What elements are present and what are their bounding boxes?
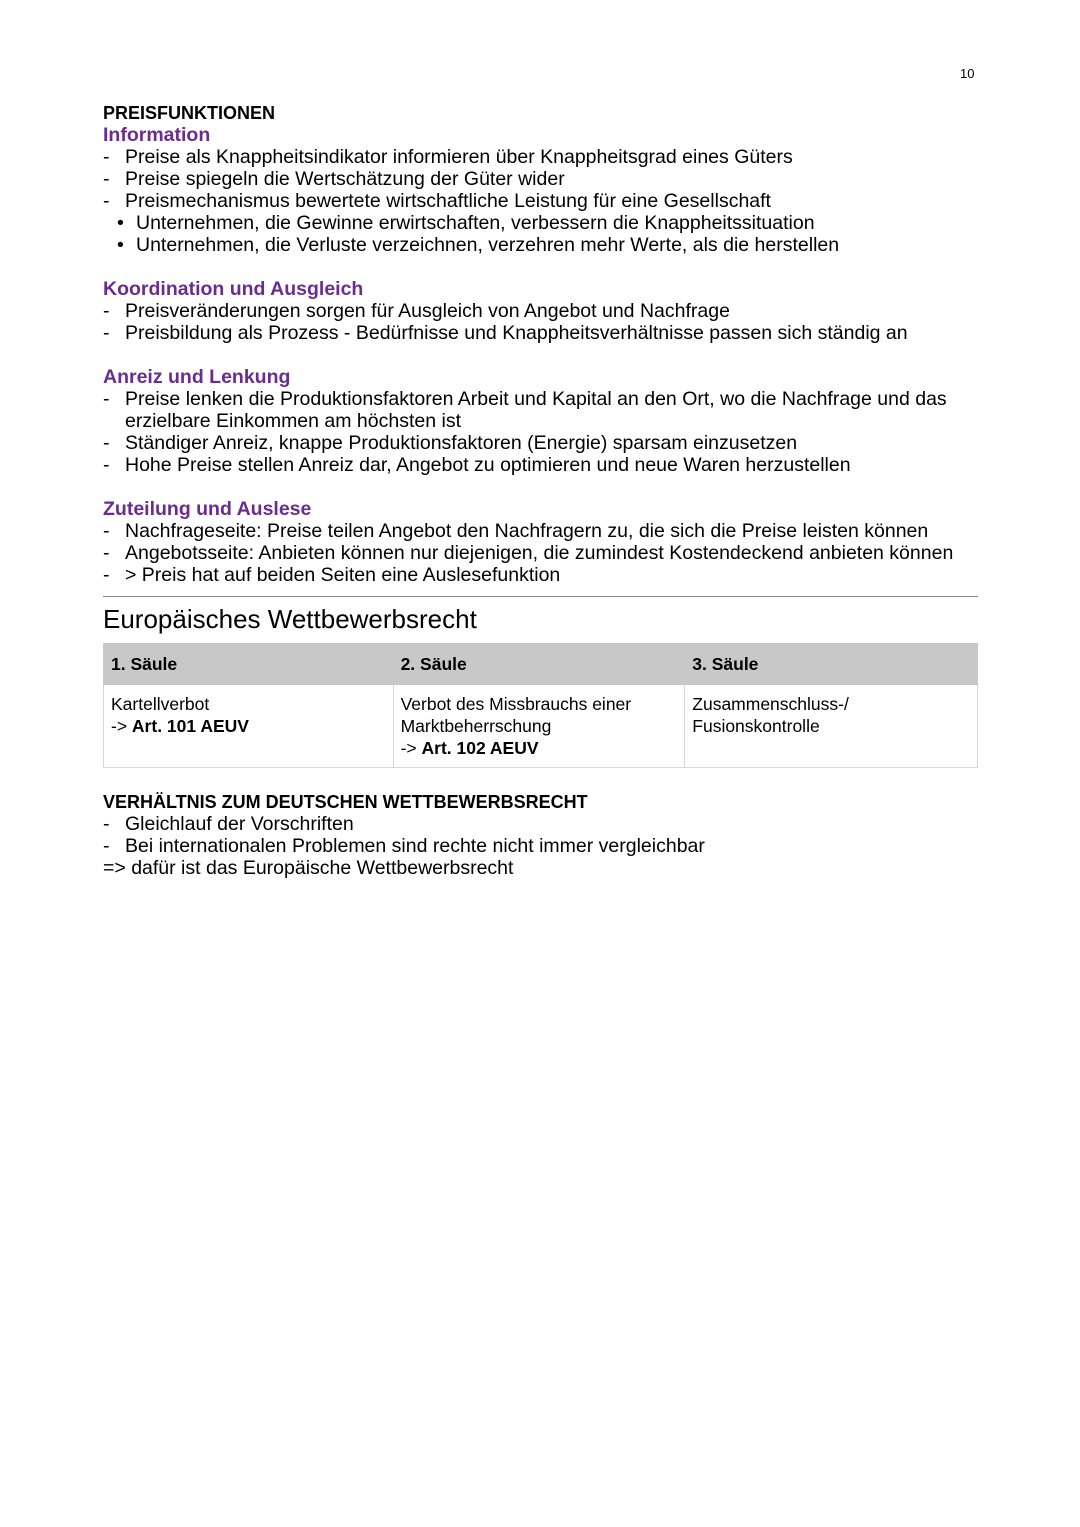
dash-list: [103, 300, 978, 344]
bullet-item: [103, 212, 978, 234]
section-subheading: Koordination und Ausgleich: [103, 278, 364, 300]
preisfunktion-section: [103, 366, 978, 476]
list-item-text: Bei internationalen Problemen sind rechte nicht immer vergleichbar: [125, 835, 705, 857]
list-marker: -: [103, 322, 110, 344]
list-marker: -: [103, 388, 110, 410]
list-item: [103, 300, 978, 322]
list-item-text: Hohe Preise stellen Anreiz dar, Angebot zu optimieren und neue Waren herzustellen: [125, 454, 851, 476]
verhaeltnis-list: [103, 813, 978, 857]
list-item: [103, 168, 978, 190]
preisfunktion-section: [103, 498, 978, 586]
article-reference: Art. 101 AEUV: [131, 716, 249, 736]
list-marker: -: [103, 542, 110, 564]
pillar-cell-3: [685, 685, 978, 768]
list-marker: -: [103, 835, 110, 857]
list-item-text: Angebotsseite: Anbieten können nur diejenigen, die zumindest Kostendeckend anbieten können: [125, 542, 954, 564]
section-divider: [103, 596, 978, 597]
preisfunktionen-heading: PREISFUNKTIONEN: [103, 103, 276, 123]
list-item-text: Ständiger Anreiz, knappe Produktionsfaktoren (Energie) sparsam einzusetzen: [125, 432, 798, 454]
list-marker: -: [103, 190, 110, 212]
list-marker: -: [103, 454, 110, 476]
page-number: 10: [960, 66, 975, 81]
pillar-reference: [111, 715, 386, 737]
pillar-cell-line: Zusammenschluss-/: [692, 694, 849, 714]
dash-list: [103, 388, 978, 476]
sublist-container: [103, 212, 978, 256]
list-marker: -: [103, 564, 110, 586]
list-item-text: Preisbildung als Prozess - Bedürfnisse und Knappheitsverhältnisse passen sich ständig an: [125, 322, 908, 344]
pillars-table: [103, 643, 978, 768]
bullet-item-text: Unternehmen, die Gewinne erwirtschaften, verbessern die Knappheitssituation: [136, 212, 815, 234]
reference-arrow: ->: [111, 716, 132, 736]
dash-list: [103, 146, 978, 256]
section-subheading: Zuteilung und Auslese: [103, 498, 312, 520]
list-item-text: Nachfrageseite: Preise teilen Angebot den Nachfragern zu, die sich die Preise leisten können: [125, 520, 929, 542]
list-item-text: Preisveränderungen sorgen für Ausgleich von Angebot und Nachfrage: [125, 300, 730, 322]
article-reference: Art. 102 AEUV: [421, 738, 539, 758]
pillar-cell-2: [393, 685, 685, 768]
list-item: [103, 564, 978, 586]
list-item-text: Preise als Knappheitsindikator informieren über Knappheitsgrad eines Güters: [125, 146, 793, 168]
list-item-text: Preise spiegeln die Wertschätzung der Güter wider: [125, 168, 565, 190]
list-marker: -: [103, 432, 110, 454]
pillar-cell-line: Verbot des Missbrauchs einer: [400, 694, 632, 714]
list-marker: •: [117, 212, 124, 234]
reference-arrow: ->: [400, 738, 422, 758]
list-item: [103, 322, 978, 344]
pillar-cell-line: Marktbeherrschung: [400, 716, 552, 736]
section-subheading: Anreiz und Lenkung: [103, 366, 291, 388]
bullet-item-text: Unternehmen, die Verluste verzeichnen, verzehren mehr Werte, als die herstellen: [136, 234, 840, 256]
list-item-text: Preismechanismus bewertete wirtschaftliche Leistung für eine Gesellschaft: [125, 190, 771, 212]
list-item: [103, 520, 978, 542]
list-item: [103, 190, 978, 212]
list-item: [103, 454, 978, 476]
list-item: [103, 146, 978, 168]
pillar-reference: [401, 737, 678, 759]
verhaeltnis-heading: VERHÄLTNIS ZUM DEUTSCHEN WETTBEWERBSRECHT: [103, 792, 588, 812]
list-item: [103, 388, 978, 432]
list-item: [103, 432, 978, 454]
pillars-header-row: [104, 644, 978, 685]
pillar-header-3: 3. Säule: [685, 644, 978, 685]
list-item: [103, 835, 978, 857]
pillar-header-2: 2. Säule: [393, 644, 685, 685]
bullet-item: [103, 234, 978, 256]
dash-list: [103, 520, 978, 586]
list-marker: -: [103, 168, 110, 190]
list-item-text: Preise lenken die Produktionsfaktoren Arbeit und Kapital an den Ort, wo die Nachfrage und das erzielbare Einkommen am höchsten ist: [125, 388, 947, 432]
list-marker: -: [103, 813, 110, 835]
list-marker: -: [103, 300, 110, 322]
pillar-header-1: 1. Säule: [104, 644, 394, 685]
preisfunktion-section: [103, 278, 978, 344]
pillar-cell-line: Fusionskontrolle: [692, 716, 820, 736]
list-item-text: > Preis hat auf beiden Seiten eine Auslesefunktion: [125, 564, 561, 586]
verhaeltnis-conclusion: => dafür ist das Europäische Wettbewerbsrecht: [103, 857, 514, 879]
section-subheading: Information: [103, 124, 211, 146]
list-item: [103, 813, 978, 835]
pillar-cell-line: Kartellverbot: [111, 694, 210, 714]
list-marker: -: [103, 520, 110, 542]
list-marker: -: [103, 146, 110, 168]
pillars-body-row: [104, 685, 978, 768]
verhaeltnis-section: [103, 792, 978, 879]
list-item-text: Gleichlauf der Vorschriften: [125, 813, 354, 835]
wettbewerbsrecht-title: Europäisches Wettbewerbsrecht: [103, 604, 477, 634]
preisfunktion-section: [103, 124, 978, 256]
list-item: [103, 542, 978, 564]
list-marker: •: [117, 234, 124, 256]
document-body: [103, 103, 978, 879]
pillar-cell-1: [104, 685, 394, 768]
preisfunktionen-sections: [103, 124, 978, 586]
bullet-list: [103, 212, 978, 256]
